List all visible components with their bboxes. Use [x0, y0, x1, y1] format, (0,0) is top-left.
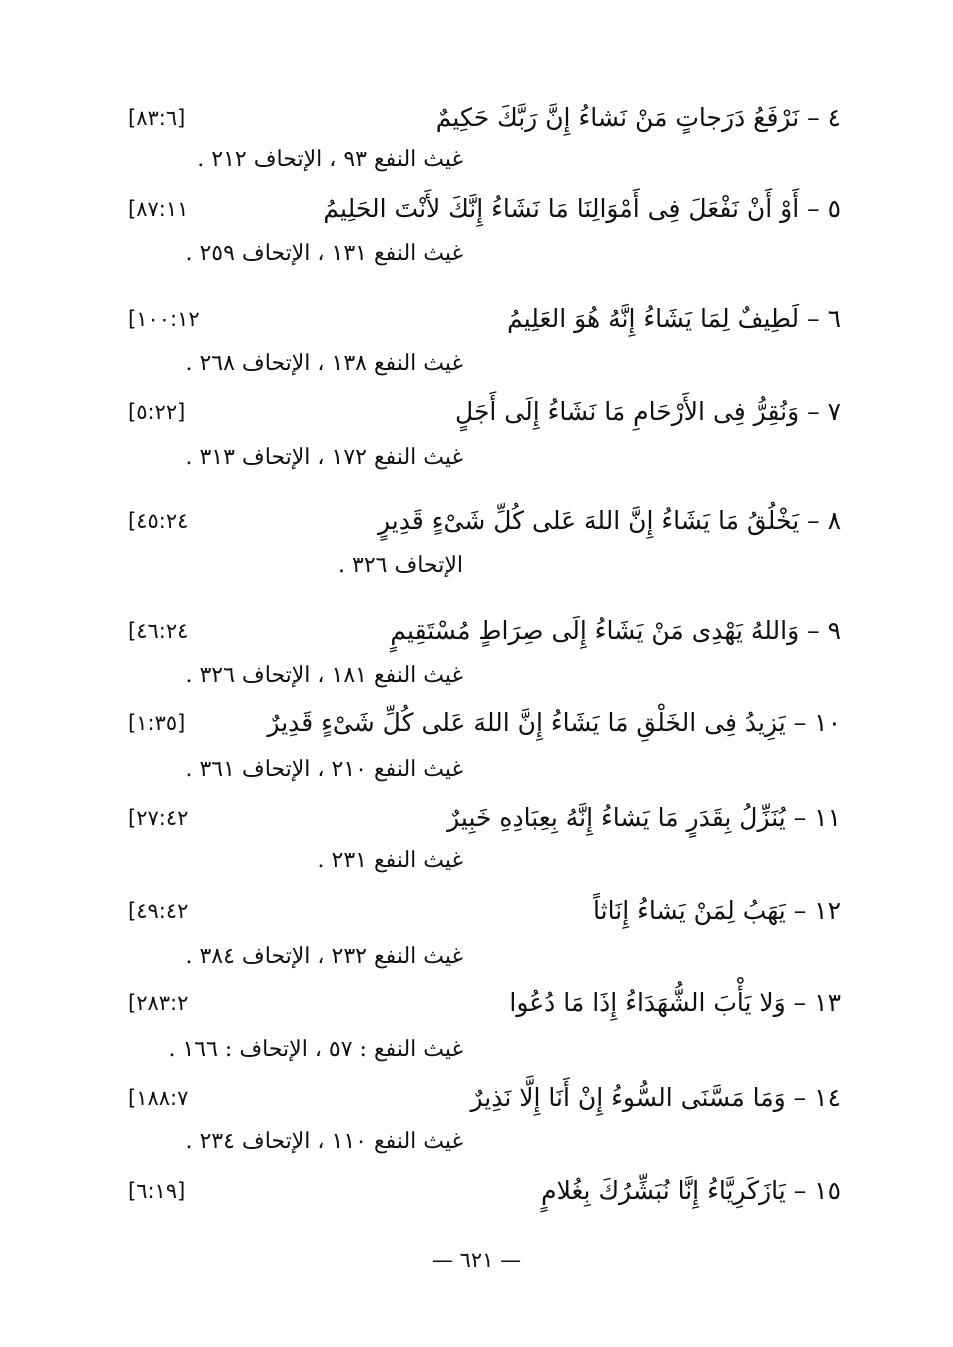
verse-text: ٧ – وَنُقِرُّ فِى الأَرْحَامِ مَا نَشَاءُ إِلَى أَجَلٍ	[455, 397, 841, 426]
source-citation: غيث النفع ٢١٠ ، الإتحاف ٣٦١ .	[185, 757, 463, 782]
source-citation: الإتحاف ٣٢٦ .	[338, 553, 463, 578]
verse-text: ٦ – لَطِيفٌ لِمَا يَشَاءُ إِنَّهُ هُوَ العَلِيمُ	[507, 304, 841, 333]
verse-reference: [١:٣٥]	[128, 711, 186, 735]
verse-text: ١٠ – يَزِيدُ فِى الخَلْقِ مَا يَشَاءُ إِنَّ اللهَ عَلى كُلِّ شَىْءٍ قَدِيرٌ	[267, 708, 841, 737]
source-citation: غيث النفع ٩٣ ، الإتحاف ٢١٢ .	[197, 147, 463, 172]
verse-reference: [٥:٢٢]	[128, 400, 186, 424]
verse-text: ٤ – نَرْفَعُ دَرَجاتٍ مَنْ نَشاءُ إِنَّ رَبَّكَ حَكِيمٌ	[435, 103, 841, 132]
verse-entry	[0, 1168, 953, 1214]
verse-entry	[0, 888, 953, 934]
source-citation: غيث النفع : ٥٧ ، الإتحاف : ١٦٦ .	[168, 1037, 463, 1062]
source-citation: غيث النفع ١١٠ ، الإتحاف ٢٣٤ .	[185, 1129, 463, 1154]
verse-reference: [٤٩:٤٢	[128, 899, 189, 923]
verse-reference: [٢٨٣:٢	[128, 991, 189, 1015]
verse-entry	[0, 186, 953, 232]
verse-reference: [٤٦:٢٤	[128, 619, 189, 643]
verse-entry	[0, 1075, 953, 1121]
verse-text: ١٤ – وَمَا مَسَّنَى السُّوءُ إِنْ أَنَا إِلَّا نَذِيرٌ	[470, 1083, 841, 1112]
source-citation: غيث النفع ٢٣٢ ، الإتحاف ٣٨٤ .	[185, 944, 463, 969]
verse-reference: [١٠٠:١٢	[128, 307, 200, 331]
verse-text: ١٥ – يَازَكَرِيَّاءُ إِنَّا نُبَشِّرُكَ بِغُلامٍ	[541, 1176, 841, 1205]
verse-reference: [٨٣:٦]	[128, 106, 186, 130]
verse-entry	[0, 795, 953, 841]
verse-text: ١٣ – وَلا يَأْبَ الشُّهَدَاءُ إِذَا مَا دُعُوا	[509, 988, 841, 1017]
source-citation: غيث النفع ١٨١ ، الإتحاف ٣٢٦ .	[185, 663, 463, 688]
verse-entry	[0, 700, 953, 746]
verse-entry	[0, 498, 953, 544]
verse-text: ١١ – يُنَزِّلُ بِقَدَرٍ مَا يَشاءُ إِنَّهُ بِعِبَادِهِ خَبِيرٌ	[447, 803, 841, 832]
verse-entry	[0, 95, 953, 141]
verse-reference: [٦:١٩]	[128, 1179, 186, 1203]
verse-text: ٩ – وَاللهُ يَهْدِى مَنْ يَشَاءُ إِلَى صِرَاطٍ مُسْتَقِيمٍ	[390, 616, 841, 645]
verse-entry	[0, 389, 953, 435]
verse-text: ١٢ – يَهَبُ لِمَنْ يَشاءُ إِنَاثاً	[593, 896, 841, 925]
page-number: — ٦٢١ —	[431, 1248, 522, 1272]
verse-entry	[0, 980, 953, 1026]
source-citation: غيث النفع ٢٣١ .	[317, 848, 463, 873]
verse-text: ٥ – أَوْ أَنْ نَفْعَلَ فِى أَمْوَالِنَا مَا نَشَاءُ إِنَّكَ لأَنْتَ الحَلِيمُ	[323, 194, 841, 223]
verse-text: ٨ – يَخْلُقُ مَا يَشَاءُ إِنَّ اللهَ عَلى كُلِّ شَىْءٍ قَدِيرٍ	[377, 506, 841, 535]
verse-reference: [١٨٨:٧	[128, 1086, 189, 1110]
verse-reference: [٢٧:٤٢	[128, 806, 189, 830]
verse-entry	[0, 296, 953, 342]
verse-entry	[0, 608, 953, 654]
verse-reference: [٨٧:١١	[128, 197, 189, 221]
source-citation: غيث النفع ١٧٢ ، الإتحاف ٣١٣ .	[185, 445, 463, 470]
source-citation: غيث النفع ١٣١ ، الإتحاف ٢٥٩ .	[185, 241, 463, 266]
verse-reference: [٤٥:٢٤	[128, 509, 189, 533]
source-citation: غيث النفع ١٣٨ ، الإتحاف ٢٦٨ .	[185, 351, 463, 376]
